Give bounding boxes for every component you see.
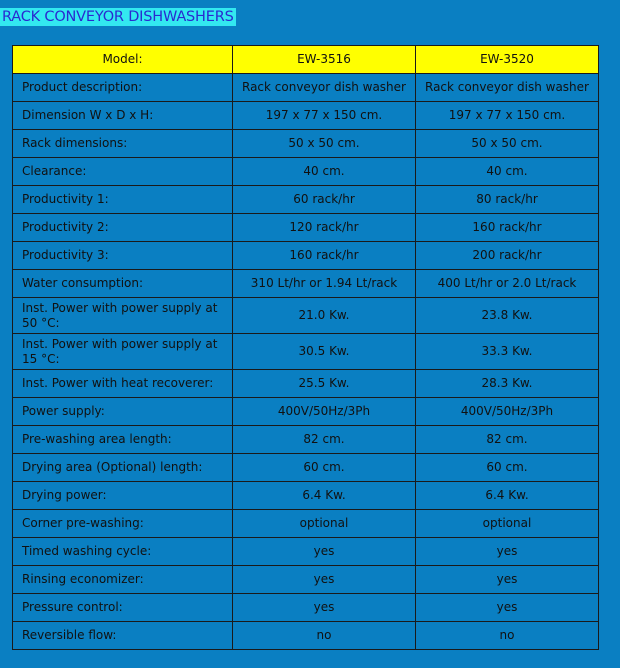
cell-ew-3516: 310 Lt/hr or 1.94 Lt/rack: [233, 270, 416, 298]
cell-ew-3520: 82 cm.: [416, 426, 599, 454]
cell-ew-3516: 400V/50Hz/3Ph: [233, 398, 416, 426]
cell-ew-3520: 200 rack/hr: [416, 242, 599, 270]
cell-ew-3516: 40 cm.: [233, 158, 416, 186]
cell-ew-3520: yes: [416, 538, 599, 566]
row-label: Productivity 3:: [13, 242, 233, 270]
row-label: Pre-washing area length:: [13, 426, 233, 454]
row-label: Water consumption:: [13, 270, 233, 298]
cell-ew-3520: Rack conveyor dish washer: [416, 74, 599, 102]
table-row: [13, 334, 599, 370]
page-title: RACK CONVEYOR DISHWASHERS: [2, 9, 234, 25]
header-model-ew-3520: EW-3520: [416, 46, 599, 74]
table-row: [13, 594, 599, 622]
row-label: Drying power:: [13, 482, 233, 510]
table-row: [13, 538, 599, 566]
cell-ew-3516: optional: [233, 510, 416, 538]
cell-ew-3516: 197 x 77 x 150 cm.: [233, 102, 416, 130]
table-row: [13, 270, 599, 298]
header-model-ew-3516: EW-3516: [233, 46, 416, 74]
table-row: [13, 454, 599, 482]
cell-ew-3516: yes: [233, 566, 416, 594]
table-row: [13, 566, 599, 594]
row-label: Drying area (Optional) length:: [13, 454, 233, 482]
cell-ew-3516: 6.4 Kw.: [233, 482, 416, 510]
cell-ew-3516: Rack conveyor dish washer: [233, 74, 416, 102]
row-label: Product description:: [13, 74, 233, 102]
cell-ew-3520: 197 x 77 x 150 cm.: [416, 102, 599, 130]
cell-ew-3520: 400 Lt/hr or 2.0 Lt/rack: [416, 270, 599, 298]
table-row: [13, 510, 599, 538]
cell-ew-3516: 25.5 Kw.: [233, 370, 416, 398]
row-label: Corner pre-washing:: [13, 510, 233, 538]
row-label: Rinsing economizer:: [13, 566, 233, 594]
row-label: Dimension W x D x H:: [13, 102, 233, 130]
row-label: Productivity 1:: [13, 186, 233, 214]
cell-ew-3516: yes: [233, 594, 416, 622]
cell-ew-3516: no: [233, 622, 416, 650]
row-label: Inst. Power with heat recoverer:: [13, 370, 233, 398]
table-row: [13, 242, 599, 270]
table-row: [13, 130, 599, 158]
table-row: [13, 298, 599, 334]
cell-ew-3520: 28.3 Kw.: [416, 370, 599, 398]
cell-ew-3520: 80 rack/hr: [416, 186, 599, 214]
row-label: Clearance:: [13, 158, 233, 186]
cell-ew-3520: 40 cm.: [416, 158, 599, 186]
row-label: Pressure control:: [13, 594, 233, 622]
cell-ew-3520: 400V/50Hz/3Ph: [416, 398, 599, 426]
table-row: [13, 102, 599, 130]
cell-ew-3520: 50 x 50 cm.: [416, 130, 599, 158]
cell-ew-3520: no: [416, 622, 599, 650]
cell-ew-3516: 60 cm.: [233, 454, 416, 482]
cell-ew-3516: 60 rack/hr: [233, 186, 416, 214]
cell-ew-3520: optional: [416, 510, 599, 538]
row-label: Power supply:: [13, 398, 233, 426]
table-header-row: [13, 46, 599, 74]
table-row: [13, 186, 599, 214]
row-label: Inst. Power with power supply at 50 °C:: [13, 298, 233, 334]
row-label: Productivity 2:: [13, 214, 233, 242]
cell-ew-3520: yes: [416, 594, 599, 622]
row-label: Rack dimensions:: [13, 130, 233, 158]
row-label: Reversible flow:: [13, 622, 233, 650]
table-row: [13, 622, 599, 650]
table-row: [13, 370, 599, 398]
cell-ew-3516: 30.5 Kw.: [233, 334, 416, 370]
row-label: Inst. Power with power supply at 15 °C:: [13, 334, 233, 370]
table-row: [13, 426, 599, 454]
table-row: [13, 482, 599, 510]
spec-table: [12, 45, 599, 650]
cell-ew-3516: 50 x 50 cm.: [233, 130, 416, 158]
cell-ew-3520: 160 rack/hr: [416, 214, 599, 242]
table-row: [13, 214, 599, 242]
cell-ew-3520: yes: [416, 566, 599, 594]
cell-ew-3516: 82 cm.: [233, 426, 416, 454]
cell-ew-3516: 120 rack/hr: [233, 214, 416, 242]
spec-table-body: [13, 46, 599, 650]
cell-ew-3516: 21.0 Kw.: [233, 298, 416, 334]
cell-ew-3516: 160 rack/hr: [233, 242, 416, 270]
table-row: [13, 74, 599, 102]
table-row: [13, 158, 599, 186]
row-label: Timed washing cycle:: [13, 538, 233, 566]
cell-ew-3520: 33.3 Kw.: [416, 334, 599, 370]
table-row: [13, 398, 599, 426]
cell-ew-3520: 60 cm.: [416, 454, 599, 482]
cell-ew-3520: 6.4 Kw.: [416, 482, 599, 510]
cell-ew-3520: 23.8 Kw.: [416, 298, 599, 334]
cell-ew-3516: yes: [233, 538, 416, 566]
header-model-label: Model:: [13, 46, 233, 74]
